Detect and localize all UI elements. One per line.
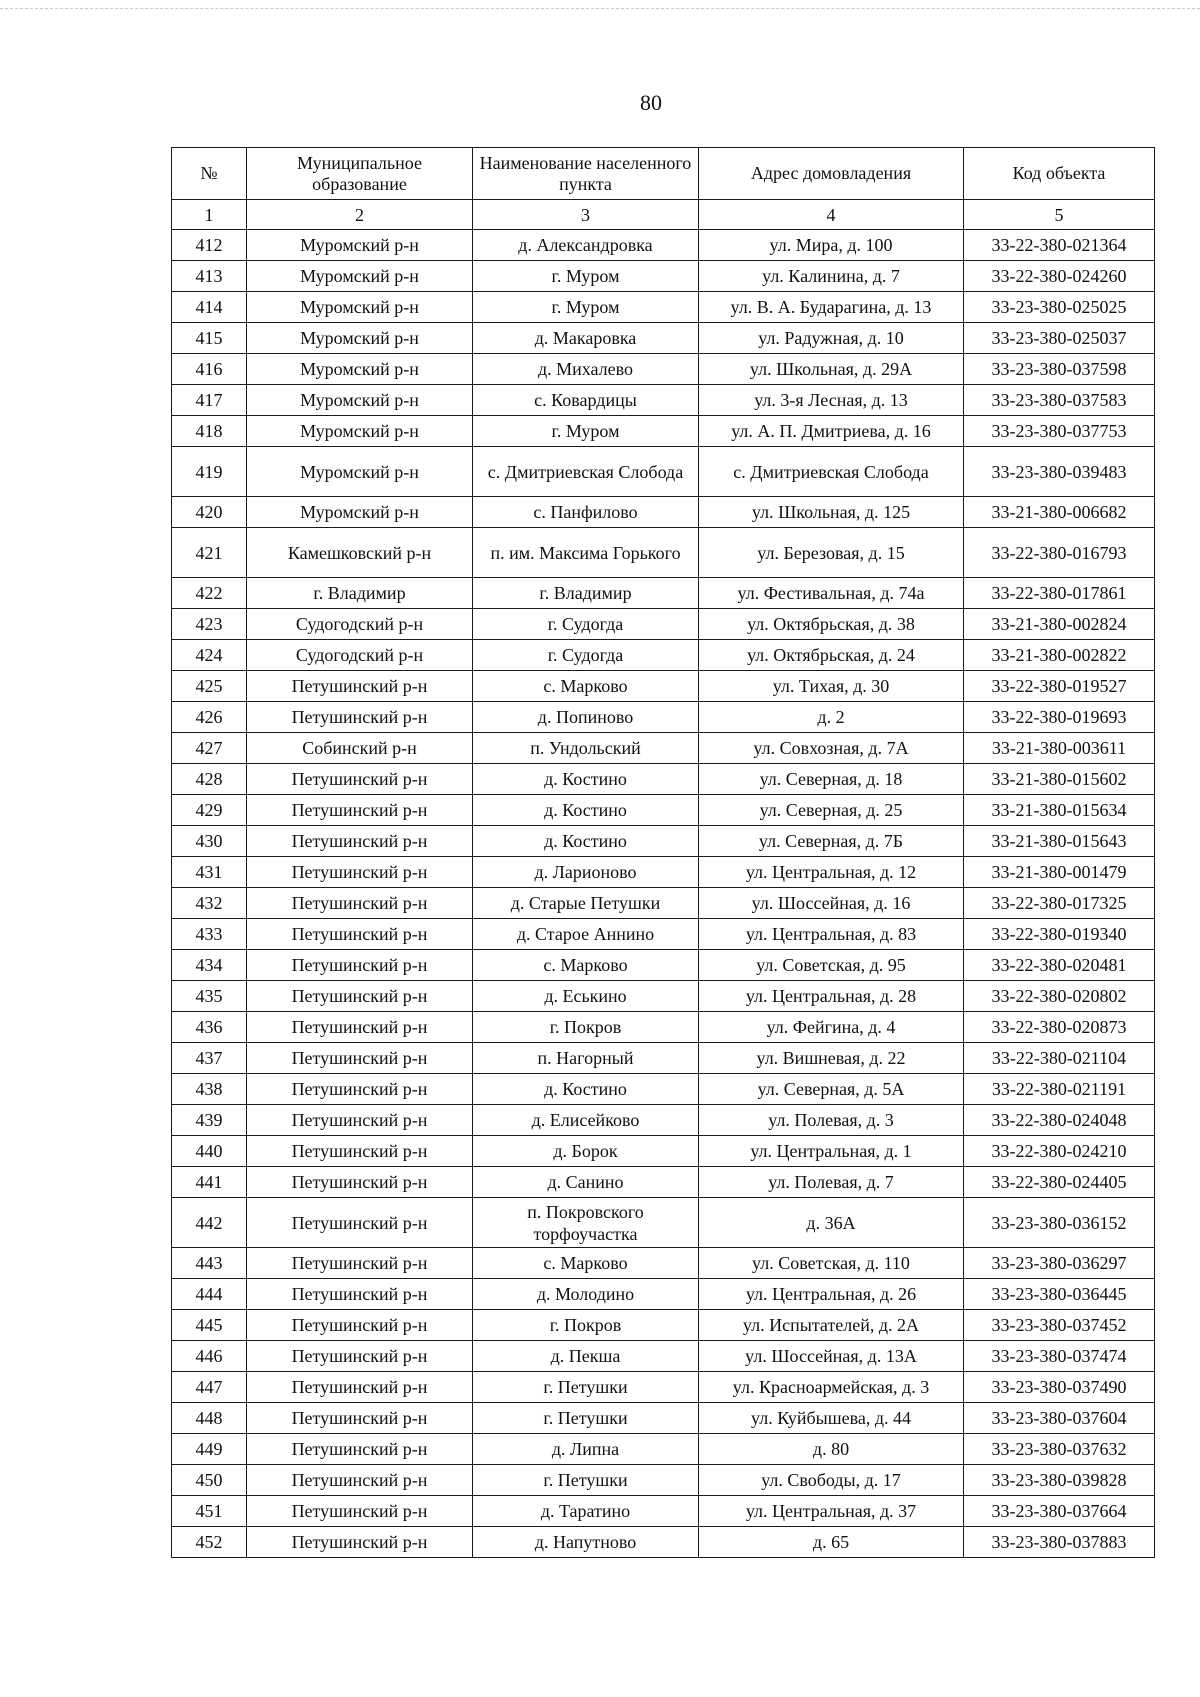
cell-row-number: 444 <box>172 1279 247 1310</box>
table-row <box>172 1248 1155 1279</box>
cell-object-code: 33-21-380-015634 <box>964 795 1155 826</box>
cell-row-number: 423 <box>172 609 247 640</box>
header-object-code: Код объекта <box>964 148 1155 200</box>
table-row <box>172 1403 1155 1434</box>
cell-locality: д. Костино <box>473 795 699 826</box>
header-municipality: Муниципальное образование <box>247 148 473 200</box>
column-index: 2 <box>247 200 473 230</box>
cell-address: ул. Центральная, д. 12 <box>699 857 964 888</box>
cell-row-number: 450 <box>172 1465 247 1496</box>
table-row <box>172 1279 1155 1310</box>
cell-address: ул. Советская, д. 95 <box>699 950 964 981</box>
table-row <box>172 640 1155 671</box>
cell-address: ул. Шоссейная, д. 16 <box>699 888 964 919</box>
table-row <box>172 292 1155 323</box>
cell-municipality: Камешковский р-н <box>247 528 473 578</box>
cell-municipality: Муромский р-н <box>247 261 473 292</box>
cell-row-number: 446 <box>172 1341 247 1372</box>
cell-address: д. 2 <box>699 702 964 733</box>
table-row <box>172 1310 1155 1341</box>
cell-row-number: 443 <box>172 1248 247 1279</box>
cell-address: ул. Красноармейская, д. 3 <box>699 1372 964 1403</box>
header-number: № <box>172 148 247 200</box>
table-row <box>172 1136 1155 1167</box>
cell-row-number: 435 <box>172 981 247 1012</box>
table-row <box>172 323 1155 354</box>
cell-object-code: 33-21-380-015643 <box>964 826 1155 857</box>
cell-municipality: Петушинский р-н <box>247 671 473 702</box>
table-row <box>172 1043 1155 1074</box>
cell-locality: с. Дмитриевская Слобода <box>473 447 699 497</box>
table-header-row <box>172 148 1155 200</box>
cell-locality: д. Санино <box>473 1167 699 1198</box>
table-row <box>172 497 1155 528</box>
table-row <box>172 609 1155 640</box>
cell-object-code: 33-22-380-019693 <box>964 702 1155 733</box>
cell-address: ул. Испытателей, д. 2А <box>699 1310 964 1341</box>
cell-municipality: Муромский р-н <box>247 385 473 416</box>
table-row <box>172 919 1155 950</box>
cell-object-code: 33-23-380-037452 <box>964 1310 1155 1341</box>
cell-address: ул. Березовая, д. 15 <box>699 528 964 578</box>
cell-address: ул. Центральная, д. 37 <box>699 1496 964 1527</box>
cell-address: ул. Школьная, д. 125 <box>699 497 964 528</box>
cell-municipality: Муромский р-н <box>247 447 473 497</box>
cell-row-number: 422 <box>172 578 247 609</box>
cell-object-code: 33-22-380-021364 <box>964 230 1155 261</box>
cell-row-number: 420 <box>172 497 247 528</box>
cell-object-code: 33-21-380-003611 <box>964 733 1155 764</box>
cell-row-number: 416 <box>172 354 247 385</box>
cell-address: ул. Центральная, д. 26 <box>699 1279 964 1310</box>
cell-locality: д. Еськино <box>473 981 699 1012</box>
header-address: Адрес домовладения <box>699 148 964 200</box>
cell-address: ул. Центральная, д. 28 <box>699 981 964 1012</box>
cell-locality: г. Петушки <box>473 1465 699 1496</box>
cell-address: ул. Тихая, д. 30 <box>699 671 964 702</box>
cell-municipality: Петушинский р-н <box>247 1465 473 1496</box>
cell-address: ул. Вишневая, д. 22 <box>699 1043 964 1074</box>
cell-locality: п. им. Максима Горького <box>473 528 699 578</box>
table-row <box>172 447 1155 497</box>
cell-row-number: 451 <box>172 1496 247 1527</box>
table-body <box>172 230 1155 1558</box>
cell-row-number: 439 <box>172 1105 247 1136</box>
table-row <box>172 826 1155 857</box>
cell-municipality: Петушинский р-н <box>247 1012 473 1043</box>
cell-object-code: 33-22-380-019340 <box>964 919 1155 950</box>
cell-address: ул. А. П. Дмитриева, д. 16 <box>699 416 964 447</box>
table-row <box>172 950 1155 981</box>
cell-municipality: Петушинский р-н <box>247 1198 473 1248</box>
cell-object-code: 33-22-380-024210 <box>964 1136 1155 1167</box>
cell-address: ул. Куйбышева, д. 44 <box>699 1403 964 1434</box>
table-row <box>172 528 1155 578</box>
column-index-row <box>172 200 1155 230</box>
cell-row-number: 417 <box>172 385 247 416</box>
cell-municipality: Петушинский р-н <box>247 1341 473 1372</box>
cell-address: ул. Центральная, д. 1 <box>699 1136 964 1167</box>
cell-object-code: 33-21-380-015602 <box>964 764 1155 795</box>
cell-row-number: 433 <box>172 919 247 950</box>
cell-address: ул. Советская, д. 110 <box>699 1248 964 1279</box>
cell-address: ул. Школьная, д. 29А <box>699 354 964 385</box>
cell-object-code: 33-23-380-036297 <box>964 1248 1155 1279</box>
cell-object-code: 33-22-380-024405 <box>964 1167 1155 1198</box>
table-row <box>172 1074 1155 1105</box>
cell-row-number: 440 <box>172 1136 247 1167</box>
table-row <box>172 1372 1155 1403</box>
cell-row-number: 432 <box>172 888 247 919</box>
cell-municipality: Муромский р-н <box>247 497 473 528</box>
cell-object-code: 33-21-380-002822 <box>964 640 1155 671</box>
cell-municipality: Муромский р-н <box>247 230 473 261</box>
cell-locality: с. Марково <box>473 1248 699 1279</box>
cell-row-number: 419 <box>172 447 247 497</box>
cell-locality: д. Ларионово <box>473 857 699 888</box>
cell-object-code: 33-22-380-021104 <box>964 1043 1155 1074</box>
cell-locality: д. Макаровка <box>473 323 699 354</box>
cell-object-code: 33-23-380-025025 <box>964 292 1155 323</box>
cell-address: ул. Северная, д. 5А <box>699 1074 964 1105</box>
cell-address: ул. Северная, д. 7Б <box>699 826 964 857</box>
cell-object-code: 33-23-380-025037 <box>964 323 1155 354</box>
cell-row-number: 437 <box>172 1043 247 1074</box>
cell-municipality: Петушинский р-н <box>247 1136 473 1167</box>
cell-address: ул. Северная, д. 25 <box>699 795 964 826</box>
cell-municipality: Петушинский р-н <box>247 795 473 826</box>
cell-address: ул. Калинина, д. 7 <box>699 261 964 292</box>
cell-municipality: Петушинский р-н <box>247 702 473 733</box>
scan-top-edge <box>0 8 1200 9</box>
cell-object-code: 33-22-380-020802 <box>964 981 1155 1012</box>
cell-object-code: 33-23-380-037598 <box>964 354 1155 385</box>
table-row <box>172 671 1155 702</box>
cell-address: ул. Фестивальная, д. 74а <box>699 578 964 609</box>
cell-object-code: 33-23-380-037474 <box>964 1341 1155 1372</box>
cell-row-number: 431 <box>172 857 247 888</box>
cell-municipality: Петушинский р-н <box>247 919 473 950</box>
cell-address: с. Дмитриевская Слобода <box>699 447 964 497</box>
table-row <box>172 1465 1155 1496</box>
cell-locality: с. Ковардицы <box>473 385 699 416</box>
cell-locality: п. Нагорный <box>473 1043 699 1074</box>
cell-row-number: 436 <box>172 1012 247 1043</box>
table-row <box>172 795 1155 826</box>
cell-address: ул. Полевая, д. 3 <box>699 1105 964 1136</box>
cell-row-number: 442 <box>172 1198 247 1248</box>
cell-locality: д. Молодино <box>473 1279 699 1310</box>
cell-locality: г. Судогда <box>473 640 699 671</box>
cell-locality: д. Костино <box>473 826 699 857</box>
cell-row-number: 434 <box>172 950 247 981</box>
cell-row-number: 429 <box>172 795 247 826</box>
cell-municipality: Петушинский р-н <box>247 981 473 1012</box>
table-row <box>172 702 1155 733</box>
cell-object-code: 33-22-380-021191 <box>964 1074 1155 1105</box>
cell-row-number: 448 <box>172 1403 247 1434</box>
table-row <box>172 1105 1155 1136</box>
cell-locality: д. Попиново <box>473 702 699 733</box>
cell-row-number: 447 <box>172 1372 247 1403</box>
table-row <box>172 1496 1155 1527</box>
cell-municipality: Петушинский р-н <box>247 1074 473 1105</box>
cell-locality: д. Старые Петушки <box>473 888 699 919</box>
cell-municipality: Петушинский р-н <box>247 1434 473 1465</box>
header-locality: Наименование населенного пункта <box>473 148 699 200</box>
cell-object-code: 33-23-380-037753 <box>964 416 1155 447</box>
cell-object-code: 33-23-380-036152 <box>964 1198 1155 1248</box>
cell-object-code: 33-23-380-037490 <box>964 1372 1155 1403</box>
cell-municipality: Петушинский р-н <box>247 1372 473 1403</box>
cell-locality: г. Муром <box>473 261 699 292</box>
cell-row-number: 449 <box>172 1434 247 1465</box>
cell-object-code: 33-23-380-036445 <box>964 1279 1155 1310</box>
cell-municipality: Петушинский р-н <box>247 1105 473 1136</box>
column-index: 4 <box>699 200 964 230</box>
cell-municipality: Петушинский р-н <box>247 888 473 919</box>
cell-object-code: 33-23-380-039483 <box>964 447 1155 497</box>
cell-row-number: 424 <box>172 640 247 671</box>
table-row <box>172 1198 1155 1248</box>
cell-locality: г. Муром <box>473 416 699 447</box>
cell-locality: с. Панфилово <box>473 497 699 528</box>
cell-address: ул. Октябрьская, д. 24 <box>699 640 964 671</box>
cell-locality: с. Марково <box>473 950 699 981</box>
table-row <box>172 354 1155 385</box>
column-index: 3 <box>473 200 699 230</box>
cell-row-number: 452 <box>172 1527 247 1558</box>
cell-locality: д. Старое Аннино <box>473 919 699 950</box>
table-row <box>172 1012 1155 1043</box>
cell-municipality: Муромский р-н <box>247 292 473 323</box>
cell-municipality: г. Владимир <box>247 578 473 609</box>
household-registry-table <box>171 147 1155 1558</box>
cell-object-code: 33-23-380-037583 <box>964 385 1155 416</box>
cell-locality: г. Владимир <box>473 578 699 609</box>
cell-locality: г. Муром <box>473 292 699 323</box>
cell-locality: п. Покровского торфоучастка <box>473 1198 699 1248</box>
cell-object-code: 33-21-380-001479 <box>964 857 1155 888</box>
cell-row-number: 412 <box>172 230 247 261</box>
cell-locality: д. Таратино <box>473 1496 699 1527</box>
cell-locality: д. Липна <box>473 1434 699 1465</box>
cell-locality: г. Покров <box>473 1012 699 1043</box>
table-row <box>172 416 1155 447</box>
table-row <box>172 1341 1155 1372</box>
table-row <box>172 261 1155 292</box>
cell-object-code: 33-23-380-037604 <box>964 1403 1155 1434</box>
cell-address: д. 65 <box>699 1527 964 1558</box>
cell-address: ул. 3-я Лесная, д. 13 <box>699 385 964 416</box>
table-row <box>172 230 1155 261</box>
cell-locality: г. Петушки <box>473 1403 699 1434</box>
cell-locality: д. Костино <box>473 764 699 795</box>
cell-municipality: Петушинский р-н <box>247 1279 473 1310</box>
cell-locality: г. Покров <box>473 1310 699 1341</box>
cell-row-number: 438 <box>172 1074 247 1105</box>
cell-locality: д. Елисейково <box>473 1105 699 1136</box>
cell-municipality: Судогодский р-н <box>247 609 473 640</box>
cell-municipality: Петушинский р-н <box>247 1496 473 1527</box>
cell-row-number: 414 <box>172 292 247 323</box>
cell-row-number: 413 <box>172 261 247 292</box>
table-row <box>172 1167 1155 1198</box>
cell-locality: д. Костино <box>473 1074 699 1105</box>
cell-address: ул. Радужная, д. 10 <box>699 323 964 354</box>
cell-row-number: 418 <box>172 416 247 447</box>
cell-row-number: 441 <box>172 1167 247 1198</box>
cell-locality: п. Ундольский <box>473 733 699 764</box>
cell-row-number: 430 <box>172 826 247 857</box>
cell-address: ул. Мира, д. 100 <box>699 230 964 261</box>
cell-object-code: 33-22-380-024260 <box>964 261 1155 292</box>
cell-locality: д. Напутново <box>473 1527 699 1558</box>
cell-object-code: 33-23-380-037632 <box>964 1434 1155 1465</box>
cell-municipality: Муромский р-н <box>247 416 473 447</box>
cell-municipality: Петушинский р-н <box>247 857 473 888</box>
table-row <box>172 857 1155 888</box>
cell-municipality: Петушинский р-н <box>247 1043 473 1074</box>
cell-row-number: 426 <box>172 702 247 733</box>
table-row <box>172 385 1155 416</box>
cell-locality: д. Борок <box>473 1136 699 1167</box>
cell-municipality: Петушинский р-н <box>247 1167 473 1198</box>
table-row <box>172 733 1155 764</box>
cell-locality: г. Судогда <box>473 609 699 640</box>
column-index: 5 <box>964 200 1155 230</box>
cell-object-code: 33-23-380-037664 <box>964 1496 1155 1527</box>
cell-municipality: Петушинский р-н <box>247 1527 473 1558</box>
table-row <box>172 1434 1155 1465</box>
cell-address: ул. Фейгина, д. 4 <box>699 1012 964 1043</box>
cell-municipality: Судогодский р-н <box>247 640 473 671</box>
page-number: 80 <box>640 90 662 115</box>
cell-address: ул. Совхозная, д. 7А <box>699 733 964 764</box>
cell-object-code: 33-22-380-020873 <box>964 1012 1155 1043</box>
cell-row-number: 415 <box>172 323 247 354</box>
cell-municipality: Петушинский р-н <box>247 1310 473 1341</box>
cell-municipality: Петушинский р-н <box>247 950 473 981</box>
cell-address: д. 36А <box>699 1198 964 1248</box>
cell-row-number: 425 <box>172 671 247 702</box>
cell-municipality: Муромский р-н <box>247 354 473 385</box>
cell-municipality: Петушинский р-н <box>247 764 473 795</box>
cell-address: ул. Октябрьская, д. 38 <box>699 609 964 640</box>
cell-object-code: 33-22-380-020481 <box>964 950 1155 981</box>
cell-locality: д. Александровка <box>473 230 699 261</box>
cell-object-code: 33-22-380-017861 <box>964 578 1155 609</box>
cell-object-code: 33-21-380-006682 <box>964 497 1155 528</box>
table-row <box>172 888 1155 919</box>
cell-address: ул. Свободы, д. 17 <box>699 1465 964 1496</box>
cell-address: ул. Северная, д. 18 <box>699 764 964 795</box>
cell-address: ул. Шоссейная, д. 13А <box>699 1341 964 1372</box>
cell-address: ул. Центральная, д. 83 <box>699 919 964 950</box>
table-row <box>172 764 1155 795</box>
table-row <box>172 981 1155 1012</box>
cell-locality: д. Пекша <box>473 1341 699 1372</box>
table-row <box>172 578 1155 609</box>
cell-locality: г. Петушки <box>473 1372 699 1403</box>
cell-row-number: 427 <box>172 733 247 764</box>
cell-object-code: 33-23-380-037883 <box>964 1527 1155 1558</box>
cell-municipality: Муромский р-н <box>247 323 473 354</box>
table-row <box>172 1527 1155 1558</box>
cell-municipality: Собинский р-н <box>247 733 473 764</box>
cell-address: ул. Полевая, д. 7 <box>699 1167 964 1198</box>
cell-municipality: Петушинский р-н <box>247 1403 473 1434</box>
cell-address: д. 80 <box>699 1434 964 1465</box>
column-index: 1 <box>172 200 247 230</box>
cell-object-code: 33-22-380-024048 <box>964 1105 1155 1136</box>
cell-object-code: 33-22-380-017325 <box>964 888 1155 919</box>
cell-address: ул. В. А. Бударагина, д. 13 <box>699 292 964 323</box>
cell-row-number: 445 <box>172 1310 247 1341</box>
cell-row-number: 421 <box>172 528 247 578</box>
cell-object-code: 33-21-380-002824 <box>964 609 1155 640</box>
cell-locality: д. Михалево <box>473 354 699 385</box>
cell-object-code: 33-22-380-016793 <box>964 528 1155 578</box>
cell-locality: с. Марково <box>473 671 699 702</box>
cell-object-code: 33-23-380-039828 <box>964 1465 1155 1496</box>
cell-row-number: 428 <box>172 764 247 795</box>
cell-municipality: Петушинский р-н <box>247 826 473 857</box>
cell-municipality: Петушинский р-н <box>247 1248 473 1279</box>
cell-object-code: 33-22-380-019527 <box>964 671 1155 702</box>
